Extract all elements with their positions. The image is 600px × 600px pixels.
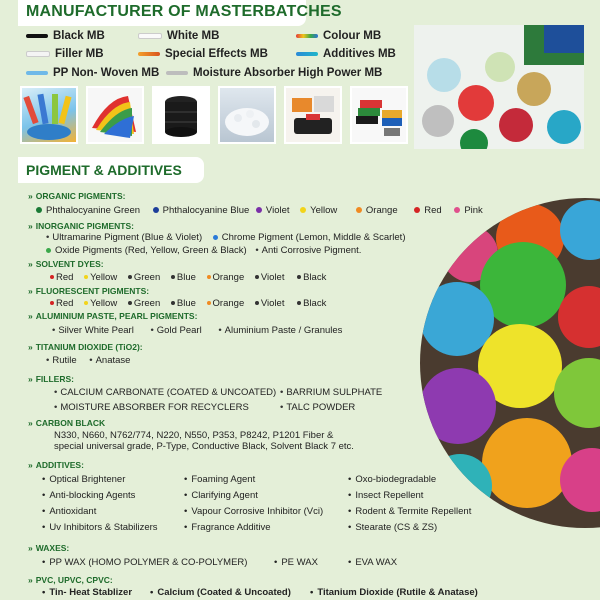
pink-dot xyxy=(454,207,460,213)
organic-item: Violet xyxy=(256,205,290,216)
black-swatch xyxy=(26,34,48,38)
product-image-crates xyxy=(350,86,408,144)
mb-filler: Filler MB xyxy=(26,48,104,60)
pvc-item: • Calcium (Coated & Uncoated) xyxy=(150,587,291,598)
yellow-dot xyxy=(300,207,306,213)
pvc-heading: » PVC, UPVC, CPVC: xyxy=(28,575,113,585)
organic-items xyxy=(36,205,483,216)
organic-item: Pink xyxy=(454,205,482,216)
orange-dot xyxy=(356,207,362,213)
organic-heading: » ORGANIC PIGMENTS: xyxy=(28,191,125,201)
colour-swatch xyxy=(296,34,318,38)
sheets-graphic xyxy=(88,88,142,142)
crates-graphic xyxy=(352,88,406,142)
waxes-heading: » WAXES: xyxy=(28,543,69,553)
inorganic-line-2: Oxide Pigments (Red, Yellow, Green & Black) • Anti Corrosive Pigment. xyxy=(46,245,361,256)
mb-colour: Colour MB xyxy=(296,30,381,42)
inorganic-heading: » INORGANIC PIGMENTS: xyxy=(28,221,134,231)
organic-item: Red xyxy=(414,205,441,216)
additive-item: • Rodent & Termite Repellent xyxy=(348,506,471,517)
product-image-white-granules xyxy=(218,86,276,144)
mb-pp-non-woven: PP Non- Woven MB xyxy=(26,67,159,79)
blue-dot xyxy=(213,235,218,240)
product-image-pegs xyxy=(20,86,78,144)
carbon-heading: » CARBON BLACK xyxy=(28,418,105,428)
inorganic-line-1: • Ultramarine Pigment (Blue & Violet) Chrome Pigment (Lemon, Middle & Scarlet) xyxy=(46,232,406,243)
containers-graphic xyxy=(286,88,340,142)
wax-item: • PP WAX (HOMO POLYMER & CO-POLYMER) xyxy=(42,557,247,568)
mb-white: White MB xyxy=(138,30,219,42)
white-granules-graphic xyxy=(220,88,274,142)
fluorescent-items: Red Yellow Green Blue Orange Violet Black xyxy=(50,298,326,309)
additives-swatch xyxy=(296,52,318,56)
header-banner xyxy=(18,0,342,26)
pvc-item: • Tin- Heat Stablizer xyxy=(42,587,132,598)
additive-item: • Anti-blocking Agents xyxy=(42,490,135,501)
wax-item: • EVA WAX xyxy=(348,557,397,568)
pp-non-woven-swatch xyxy=(26,71,48,75)
special-effects-swatch xyxy=(138,52,160,56)
additive-item: • Clarifying Agent xyxy=(184,490,258,501)
organic-item: Orange xyxy=(356,205,398,216)
additive-item: • Uv Inhibitors & Stabilizers xyxy=(42,522,158,533)
carbon-line-1: N330, N660, N762/774, N220, N550, P353, P8242, P1201 Fiber & xyxy=(54,430,334,441)
product-image-sheets xyxy=(86,86,144,144)
section-title: PIGMENT & ADDITIVES xyxy=(26,162,182,178)
product-image-containers xyxy=(284,86,342,144)
amber-pigment-bowl xyxy=(482,418,572,508)
violet-dot xyxy=(256,207,262,213)
carbon-line-2: special universal grade, P-Type, Conductive Black, Solvent Black 7 etc. xyxy=(54,441,354,452)
pegs-graphic xyxy=(22,88,76,142)
aluminium-heading: » ALUMINIUM PASTE, PEARL PIGMENTS: xyxy=(28,311,197,321)
organic-item: Phthalocyanine Blue xyxy=(153,205,250,216)
filler-swatch xyxy=(26,51,50,57)
additive-item: • Fragrance Additive xyxy=(184,522,271,533)
filler-item: • BARRIUM SULPHATE xyxy=(280,387,382,398)
mb-additives: Additives MB xyxy=(296,48,396,60)
additive-item: • Oxo-biodegradable xyxy=(348,474,436,485)
mb-black: Black MB xyxy=(26,30,105,42)
aluminium-items: • Silver White Pearl • Gold Pearl • Aluminium Paste / Granules xyxy=(52,325,342,336)
additive-item: • Insect Repellent xyxy=(348,490,423,501)
page-title: MANUFACTURER OF MASTERBATCHES xyxy=(26,3,342,20)
pigment-bowls-photo xyxy=(420,198,600,528)
additive-item: • Vapour Corrosive Inhibitor (Vci) xyxy=(184,506,323,517)
additive-item: • Optical Brightener xyxy=(42,474,125,485)
solvent-items: Red Yellow Green Blue Orange Violet Black xyxy=(50,272,326,283)
granules-graphic xyxy=(414,25,584,149)
white-swatch xyxy=(138,33,162,39)
filler-item: • CALCIUM CARBONATE (COATED & UNCOATED) xyxy=(54,387,276,398)
granules-photo xyxy=(414,25,584,149)
section-banner xyxy=(18,157,204,183)
red-dot xyxy=(414,207,420,213)
additives-heading: » ADDITIVES: xyxy=(28,460,84,470)
pvc-item: • Titanium Dioxide (Rutile & Anatase) xyxy=(310,587,478,598)
additive-item: • Stearate (CS & ZS) xyxy=(348,522,437,533)
titanium-heading: » TITANIUM DIOXIDE (TiO2): xyxy=(28,342,143,352)
filler-item: • TALC POWDER xyxy=(280,402,355,413)
organic-item: Phthalocyanine Green xyxy=(36,205,140,216)
titanium-items: • Rutile • Anatase xyxy=(46,355,130,366)
fluorescent-heading: » FLUORESCENT PIGMENTS: xyxy=(28,286,149,296)
filler-item: • MOISTURE ABSORBER FOR RECYCLERS xyxy=(54,402,249,413)
organic-item: Yellow xyxy=(300,205,337,216)
mb-special-effects: Special Effects MB xyxy=(138,48,268,60)
fillers-heading: » FILLERS: xyxy=(28,374,74,384)
mb-moisture-absorber: Moisture Absorber High Power MB xyxy=(166,67,382,79)
solvent-heading: » SOLVENT DYES: xyxy=(28,259,104,269)
blue-pigment-bowl xyxy=(560,200,600,260)
green-dot xyxy=(46,248,51,253)
green-dot xyxy=(36,207,42,213)
product-image-water-tank xyxy=(152,86,210,144)
violet-pigment-bowl xyxy=(420,368,496,444)
additive-item: • Antioxidant xyxy=(42,506,96,517)
moisture-absorber-swatch xyxy=(166,71,188,75)
wax-item: • PE WAX xyxy=(274,557,318,568)
water-tank-graphic xyxy=(154,88,208,142)
blue-dot xyxy=(153,207,159,213)
additive-item: • Foaming Agent xyxy=(184,474,255,485)
